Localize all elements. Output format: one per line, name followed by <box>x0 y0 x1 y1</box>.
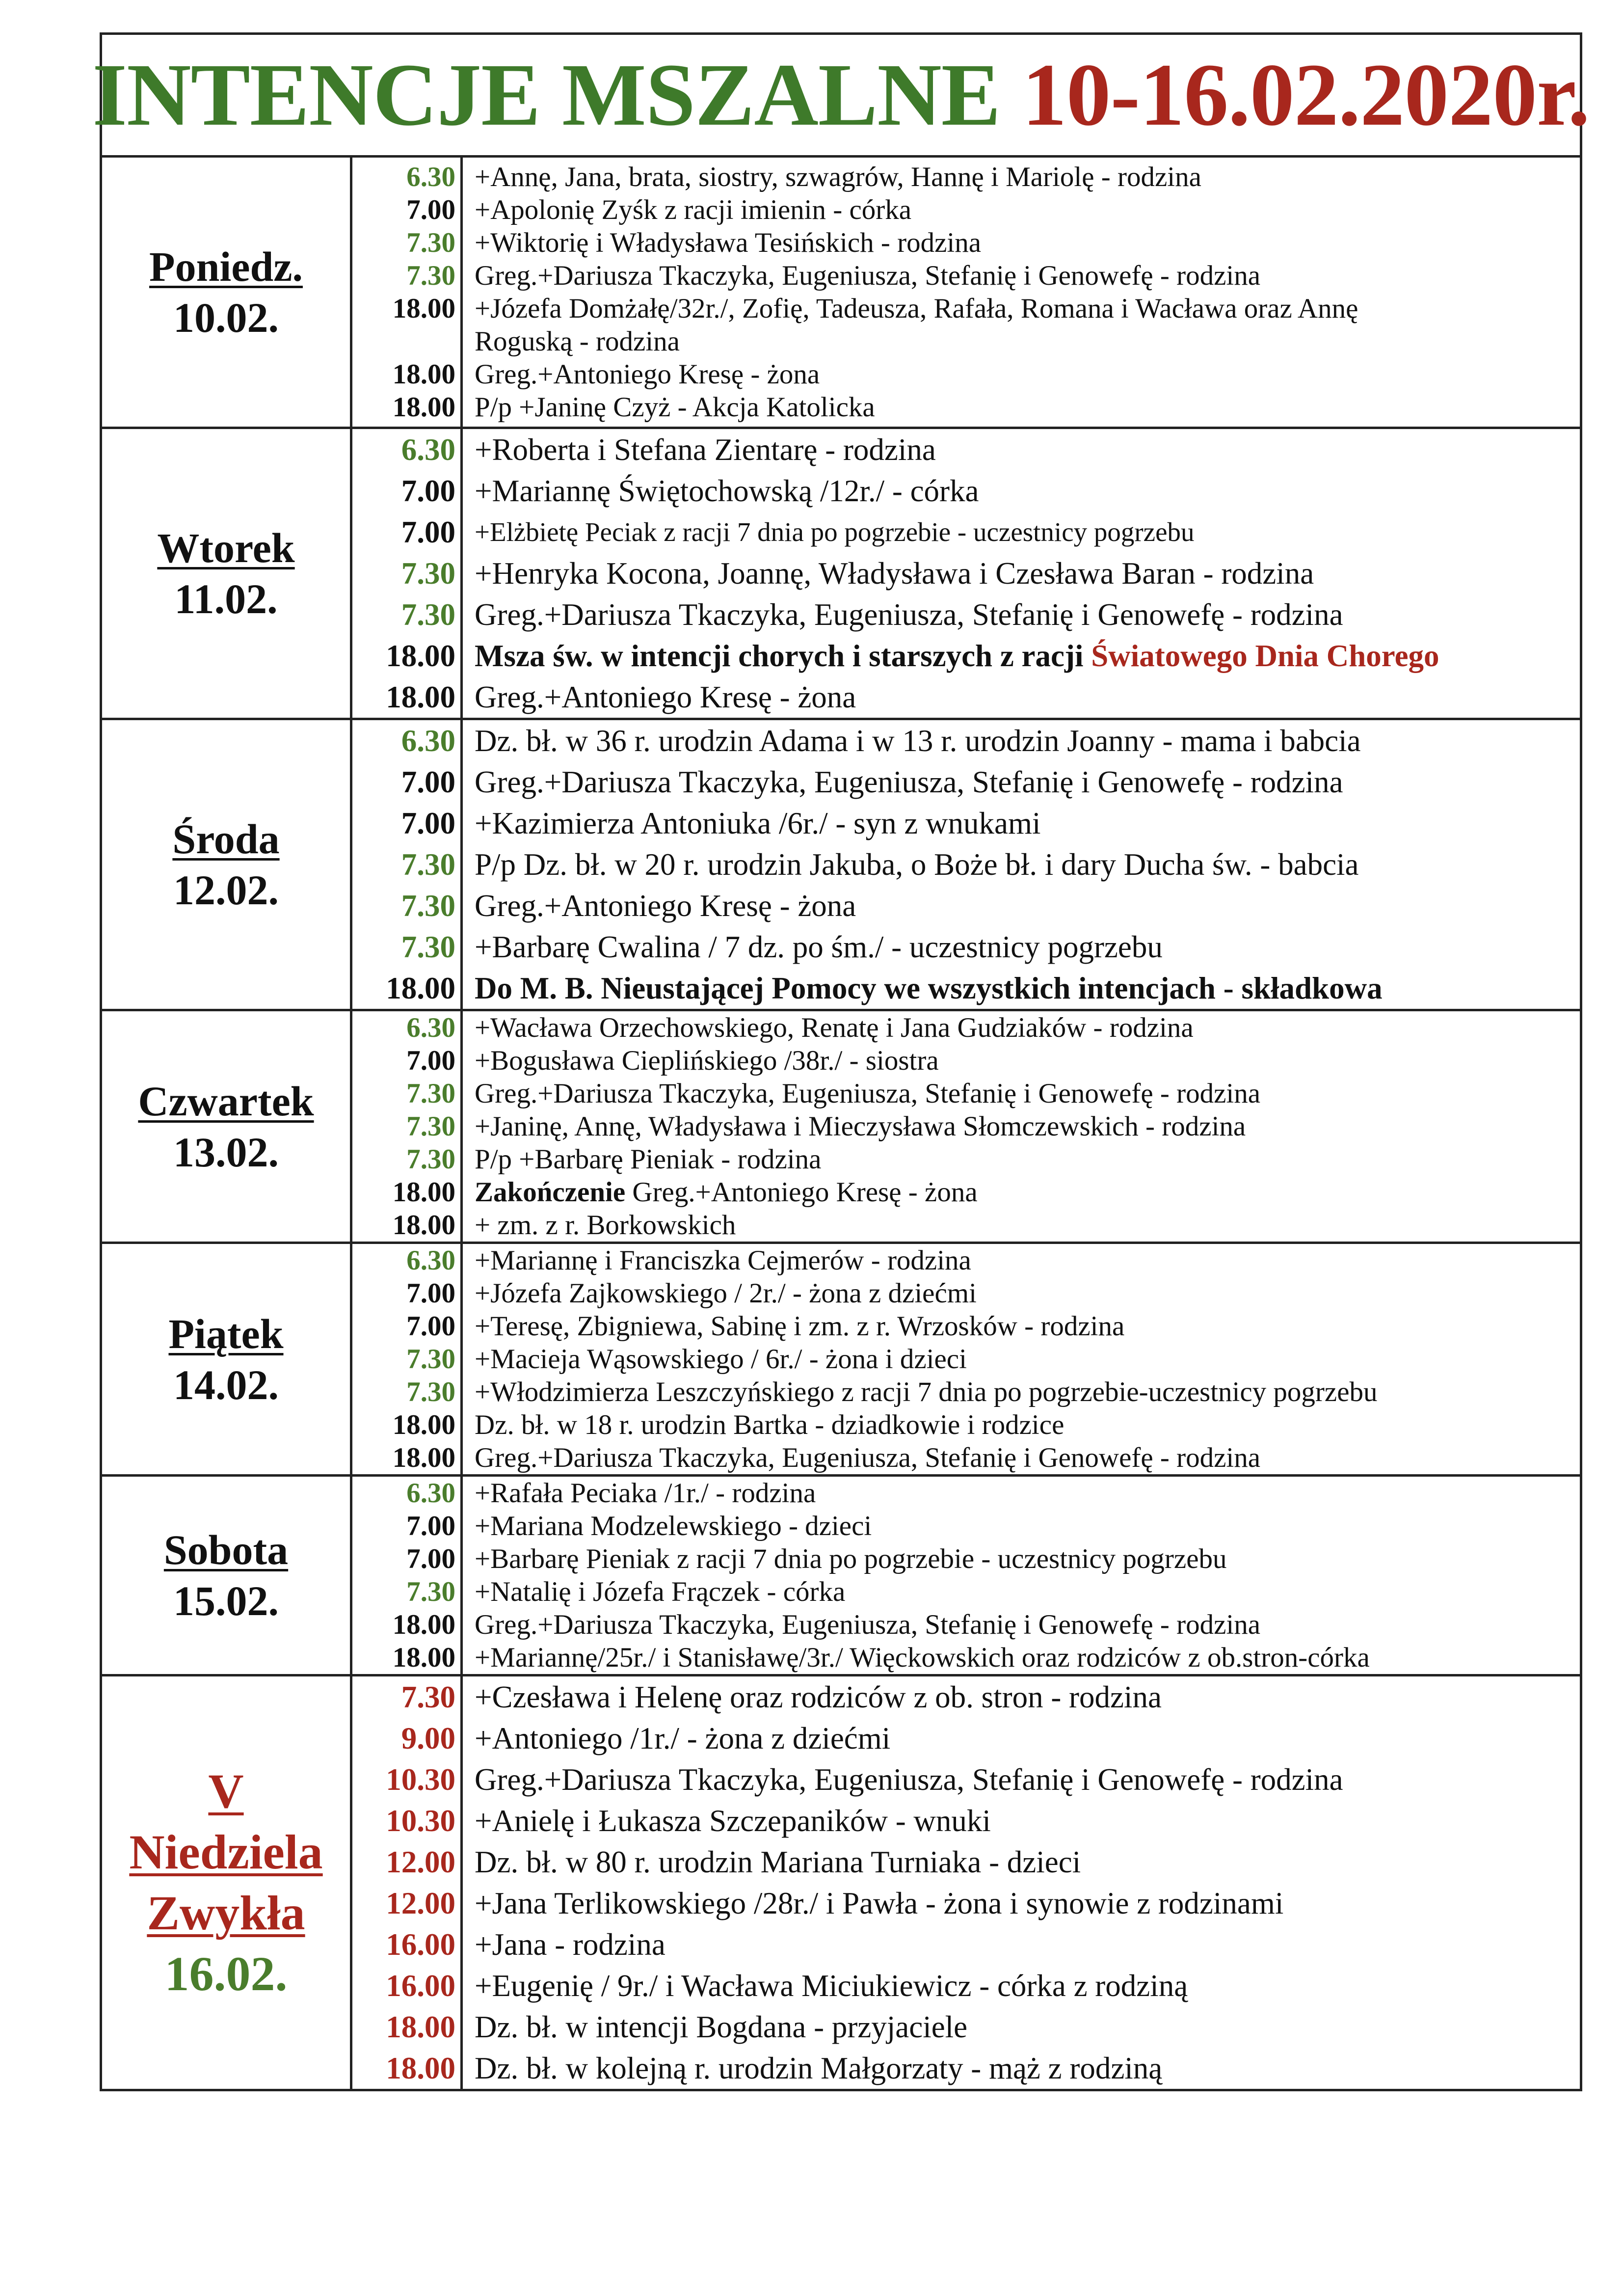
day-row <box>101 157 1581 428</box>
intention-line <box>475 1110 1580 1143</box>
intention-text: Dz. bł. w 36 r. urodzin Adama i w 13 r. urodzin Joanny - mama i babcia <box>475 724 1361 758</box>
intention-line <box>475 1676 1580 1718</box>
day-row <box>101 1476 1581 1675</box>
mass-time: 10.30 <box>386 1804 455 1838</box>
times-cell <box>351 1243 462 1476</box>
intention-line <box>475 2006 1580 2048</box>
day-date: 16.02. <box>164 1946 288 2001</box>
intention-line <box>475 1408 1580 1441</box>
intention-text: Greg.+Antoniego Kresę - żona <box>475 680 856 714</box>
intention-line <box>475 429 1580 470</box>
intention-text: Greg.+Dariusza Tkaczyka, Eugeniusza, Stefanię i Genowefę - rodzina <box>475 1442 1261 1473</box>
day-name: Sobota <box>163 1526 289 1573</box>
mass-time: 9.00 <box>401 1721 455 1756</box>
mass-time: 18.00 <box>392 392 455 423</box>
intentions-table <box>100 155 1582 2091</box>
intention-line <box>475 1510 1580 1542</box>
intention-text: +Roberta i Stefana Zientarę - rodzina <box>475 432 936 467</box>
mass-time: 7.00 <box>401 806 455 840</box>
mass-time: 12.00 <box>386 1886 455 1920</box>
mass-time: 18.00 <box>386 680 455 714</box>
intention-line <box>475 512 1580 553</box>
intention-line <box>475 720 1580 761</box>
intentions-cell <box>462 1675 1581 2090</box>
intention-text: Greg.+Antoniego Kresę - żona <box>475 359 820 390</box>
intention-line <box>475 1343 1580 1376</box>
intention-line <box>475 1277 1580 1310</box>
intention-text: Greg.+Dariusza Tkaczyka, Eugeniusza, Stefanię i Genowefę - rodzina <box>475 260 1261 291</box>
intention-line <box>475 1883 1580 1924</box>
mass-time: 16.00 <box>386 1927 455 1962</box>
intention-text: Greg.+Dariusza Tkaczyka, Eugeniusza, Stefanię i Genowefę - rodzina <box>475 1078 1261 1109</box>
mass-time: 7.00 <box>406 1045 455 1076</box>
intention-text: +Barbarę Pieniak z racji 7 dnia po pogrzebie - uczestnicy pogrzebu <box>475 1543 1227 1574</box>
intention-line <box>475 1441 1580 1474</box>
mass-time: 18.00 <box>392 293 455 324</box>
mass-time: 7.00 <box>406 1543 455 1574</box>
mass-time: 16.00 <box>386 1969 455 2003</box>
mass-time: 6.30 <box>406 1245 455 1276</box>
mass-time: 18.00 <box>392 1442 455 1473</box>
intention-text: +Czesława i Helenę oraz rodziców z ob. stron - rodzina <box>475 1680 1162 1714</box>
day-cell <box>101 157 351 428</box>
day-name: Niedziela <box>129 1825 323 1879</box>
intention-text: P/p Dz. bł. w 20 r. urodzin Jakuba, o Boże bł. i dary Ducha św. - babcia <box>475 847 1359 882</box>
intention-line <box>475 1310 1580 1343</box>
intention-line <box>475 1044 1580 1077</box>
mass-time: 6.30 <box>406 1012 455 1043</box>
intention-text: Greg.+Dariusza Tkaczyka, Eugeniusza, Stefanię i Genowefę - rodzina <box>475 1762 1343 1797</box>
mass-time: 18.00 <box>386 2051 455 2085</box>
intention-text: +Natalię i Józefa Frączek - córka <box>475 1576 846 1607</box>
mass-time: 7.30 <box>401 889 455 923</box>
mass-time: 18.00 <box>392 359 455 390</box>
mass-time: 6.30 <box>406 1478 455 1509</box>
day-cell <box>101 1010 351 1243</box>
intention-line <box>475 1244 1580 1277</box>
intention-text: +Mariannę/25r./ i Stanisławę/3r./ Więckowskich oraz rodziców z ob.stron-córka <box>475 1642 1370 1673</box>
mass-time: 10.30 <box>386 1762 455 1797</box>
mass-time: 7.30 <box>401 847 455 882</box>
intention-text: P/p +Barbarę Pieniak - rodzina <box>475 1144 822 1175</box>
intention-line <box>475 2048 1580 2089</box>
intention-highlight: Światowego Dnia Chorego <box>1091 639 1439 673</box>
mass-time: 7.00 <box>406 194 455 225</box>
intention-text: +Apolonię Zyśk z racji imienin - córka <box>475 194 912 225</box>
intention-line <box>475 635 1580 676</box>
schedule-sheet <box>92 32 1590 2091</box>
intention-line <box>475 259 1580 292</box>
mass-time: 18.00 <box>392 1642 455 1673</box>
intention-line <box>475 1143 1580 1176</box>
intentions-cell <box>462 1243 1581 1476</box>
intention-text: Greg.+Antoniego Kresę - żona <box>625 1177 978 1208</box>
mass-time <box>352 325 455 358</box>
intention-line <box>475 1965 1580 2006</box>
day-name: Piątek <box>168 1310 284 1357</box>
intention-line <box>475 1477 1580 1510</box>
intention-text: +Rafała Peciaka /1r./ - rodzina <box>475 1478 816 1509</box>
intention-text: Dz. bł. w intencji Bogdana - przyjaciele <box>475 2010 968 2044</box>
intention-line <box>475 226 1580 259</box>
mass-time: 7.00 <box>401 515 455 549</box>
intention-text: +Eugenię / 9r./ i Wacława Miciukiewicz - córka z rodziną <box>475 1969 1188 2003</box>
day-name: Zwykła <box>147 1886 305 1940</box>
mass-time: 7.30 <box>401 1680 455 1714</box>
intention-line <box>475 968 1580 1009</box>
mass-time: 18.00 <box>386 2010 455 2044</box>
mass-time: 7.00 <box>406 1311 455 1342</box>
times-cell <box>351 1675 462 2090</box>
mass-time: 6.30 <box>401 432 455 467</box>
intention-line <box>475 1924 1580 1965</box>
intention-text: +Annę, Jana, brata, siostry, szwagrów, Hannę i Mariolę - rodzina <box>475 162 1201 192</box>
times-cell <box>351 719 462 1010</box>
day-name: Wtorek <box>157 524 295 571</box>
intention-line <box>475 594 1580 635</box>
mass-time: 7.00 <box>401 765 455 799</box>
mass-time: 7.30 <box>406 227 455 258</box>
title-dates: 10-16.02.2020r. <box>1022 46 1590 144</box>
intention-line <box>475 1542 1580 1575</box>
day-cell <box>101 1243 351 1476</box>
intention-text: +Barbarę Cwalina / 7 dz. po śm./ - uczestnicy pogrzebu <box>475 930 1163 964</box>
intention-text: +Kazimierza Antoniuka /6r./ - syn z wnukami <box>475 806 1041 840</box>
intention-text: +Józefa Domżałę/32r./, Zofię, Tadeusza, Rafała, Romana i Wacława oraz Annę <box>475 293 1358 324</box>
intention-line <box>475 1800 1580 1841</box>
day-cell <box>101 719 351 1010</box>
day-date: 13.02. <box>173 1128 279 1176</box>
times-cell <box>351 1476 462 1675</box>
mass-time: 7.30 <box>401 597 455 632</box>
page-title <box>92 44 1590 146</box>
day-date: 12.02. <box>173 866 279 914</box>
intention-text: Roguską - rodzina <box>475 326 680 357</box>
intention-text: Greg.+Dariusza Tkaczyka, Eugeniusza, Stefanię i Genowefę - rodzina <box>475 1609 1261 1640</box>
intention-text: +Mariannę i Franciszka Cejmerów - rodzina <box>475 1245 971 1276</box>
intention-text: +Mariana Modzelewskiego - dzieci <box>475 1511 872 1541</box>
intention-line <box>475 391 1580 424</box>
intention-line <box>475 1077 1580 1110</box>
intentions-cell <box>462 1476 1581 1675</box>
mass-time: 12.00 <box>386 1845 455 1879</box>
mass-time: 7.30 <box>401 556 455 591</box>
intention-text: +Wiktorię i Władysława Tesińskich - rodzina <box>475 227 982 258</box>
mass-time: 7.30 <box>406 1377 455 1407</box>
intention-line <box>475 1209 1580 1242</box>
mass-time: 7.30 <box>406 260 455 291</box>
intention-line <box>475 1641 1580 1674</box>
intention-line <box>475 803 1580 844</box>
mass-time: 18.00 <box>386 639 455 673</box>
intention-text: +Włodzimierza Leszczyńskiego z racji 7 dnia po pogrzebie-uczestnicy pogrzebu <box>475 1377 1378 1407</box>
day-name: Czwartek <box>138 1077 314 1125</box>
intention-text: Greg.+Antoniego Kresę - żona <box>475 889 856 923</box>
intentions-cell <box>462 719 1581 1010</box>
intention-line <box>475 761 1580 803</box>
intentions-cell <box>462 1010 1581 1243</box>
intention-text: P/p +Janinę Czyż - Akcja Katolicka <box>475 392 875 423</box>
intention-text: +Mariannę Świętochowską /12r./ - córka <box>475 474 979 508</box>
intention-text: +Bogusława Cieplińskiego /38r./ - siostra <box>475 1045 939 1076</box>
times-cell <box>351 428 462 719</box>
day-name: Środa <box>172 815 280 863</box>
intention-text: +Janinę, Annę, Władysława i Mieczysława Słomczewskich - rodzina <box>475 1111 1246 1142</box>
mass-time: 7.30 <box>406 1078 455 1109</box>
day-date: 10.02. <box>173 294 279 341</box>
day-cell <box>101 1675 351 2090</box>
intention-text: +Jana - rodzina <box>475 1927 665 1962</box>
mass-time: 7.30 <box>406 1576 455 1607</box>
mass-time: 18.00 <box>392 1210 455 1241</box>
day-row <box>101 428 1581 719</box>
intention-text: Dz. bł. w kolejną r. urodzin Małgorzaty - mąż z rodziną <box>475 2051 1163 2085</box>
title-row <box>92 32 1590 158</box>
times-cell <box>351 1010 462 1243</box>
mass-time: 18.00 <box>392 1609 455 1640</box>
day-cell <box>101 428 351 719</box>
day-cell <box>101 1476 351 1675</box>
intention-text: +Jana Terlikowskiego /28r./ i Pawła - żona i synowie z rodzinami <box>475 1886 1284 1920</box>
mass-time: 6.30 <box>401 724 455 758</box>
intention-text: Dz. bł. w 80 r. urodzin Mariana Turniaka - dzieci <box>475 1845 1081 1879</box>
sunday-row <box>101 1675 1581 2090</box>
intention-text: +Henryka Kocona, Joannę, Władysława i Czesława Baran - rodzina <box>475 556 1314 591</box>
intention-text: + zm. z r. Borkowskich <box>475 1210 736 1241</box>
title-main: INTENCJE MSZALNE <box>92 46 1001 144</box>
intention-line <box>475 1608 1580 1641</box>
intention-text: Greg.+Dariusza Tkaczyka, Eugeniusza, Stefanię i Genowefę - rodzina <box>475 597 1343 632</box>
day-name: Poniedz. <box>149 243 303 290</box>
intention-line <box>475 676 1580 718</box>
mass-time: 7.30 <box>401 930 455 964</box>
intention-line <box>475 1759 1580 1800</box>
day-row <box>101 1243 1581 1476</box>
intention-line <box>475 1376 1580 1408</box>
intention-text: Msza św. w intencji chorych i starszych z racji <box>475 639 1091 673</box>
intention-text: +Wacława Orzechowskiego, Renatę i Jana Gudziaków - rodzina <box>475 1012 1194 1043</box>
intention-line <box>475 292 1580 325</box>
mass-time: 7.00 <box>406 1511 455 1541</box>
intention-text: +Anielę i Łukasza Szczepaników - wnuki <box>475 1804 991 1838</box>
intention-lead: Zakończenie <box>475 1177 626 1208</box>
intention-line <box>475 358 1580 391</box>
intention-text: +Macieja Wąsowskiego / 6r./ - żona i dzieci <box>475 1344 967 1375</box>
intention-line <box>475 1841 1580 1883</box>
mass-time: 18.00 <box>392 1409 455 1440</box>
intention-line <box>475 885 1580 926</box>
mass-time: 7.30 <box>406 1344 455 1375</box>
day-row <box>101 719 1581 1010</box>
intention-text: Greg.+Dariusza Tkaczyka, Eugeniusza, Stefanię i Genowefę - rodzina <box>475 765 1343 799</box>
day-date: 14.02. <box>173 1361 279 1408</box>
mass-time: 6.30 <box>406 162 455 192</box>
day-date: 11.02. <box>174 575 278 622</box>
intention-line <box>475 1011 1580 1044</box>
intention-text: +Józefa Zajkowskiego / 2r./ - żona z dziećmi <box>475 1278 977 1309</box>
day-date: 15.02. <box>173 1577 279 1624</box>
day-row <box>101 1010 1581 1243</box>
times-cell <box>351 157 462 428</box>
intention-line <box>475 1718 1580 1759</box>
intentions-cell <box>462 157 1581 428</box>
day-name: V <box>208 1764 244 1818</box>
intention-line <box>475 1176 1580 1209</box>
intention-line <box>475 926 1580 968</box>
mass-time: 7.00 <box>406 1278 455 1309</box>
intention-line <box>475 844 1580 885</box>
intention-text: +Teresę, Zbigniewa, Sabinę i zm. z r. Wrzosków - rodzina <box>475 1311 1125 1342</box>
mass-time: 18.00 <box>386 971 455 1005</box>
intention-text: Dz. bł. w 18 r. urodzin Bartka - dziadkowie i rodzice <box>475 1409 1064 1440</box>
intention-line <box>475 470 1580 512</box>
intention-line <box>475 193 1580 226</box>
intention-line <box>475 161 1580 193</box>
intentions-cell <box>462 428 1581 719</box>
intention-text: +Antoniego /1r./ - żona z dziećmi <box>475 1721 891 1756</box>
mass-time: 7.30 <box>406 1111 455 1142</box>
intention-line <box>475 1575 1580 1608</box>
intention-text: Do M. B. Nieustającej Pomocy we wszystkich intencjach - składkowa <box>475 971 1383 1005</box>
mass-time: 18.00 <box>392 1177 455 1208</box>
intention-line <box>475 325 1580 358</box>
mass-time: 7.00 <box>401 474 455 508</box>
intention-line <box>475 553 1580 594</box>
mass-time: 7.30 <box>406 1144 455 1175</box>
intention-text: +Elżbietę Peciak z racji 7 dnia po pogrzebie - uczestnicy pogrzebu <box>475 517 1195 547</box>
